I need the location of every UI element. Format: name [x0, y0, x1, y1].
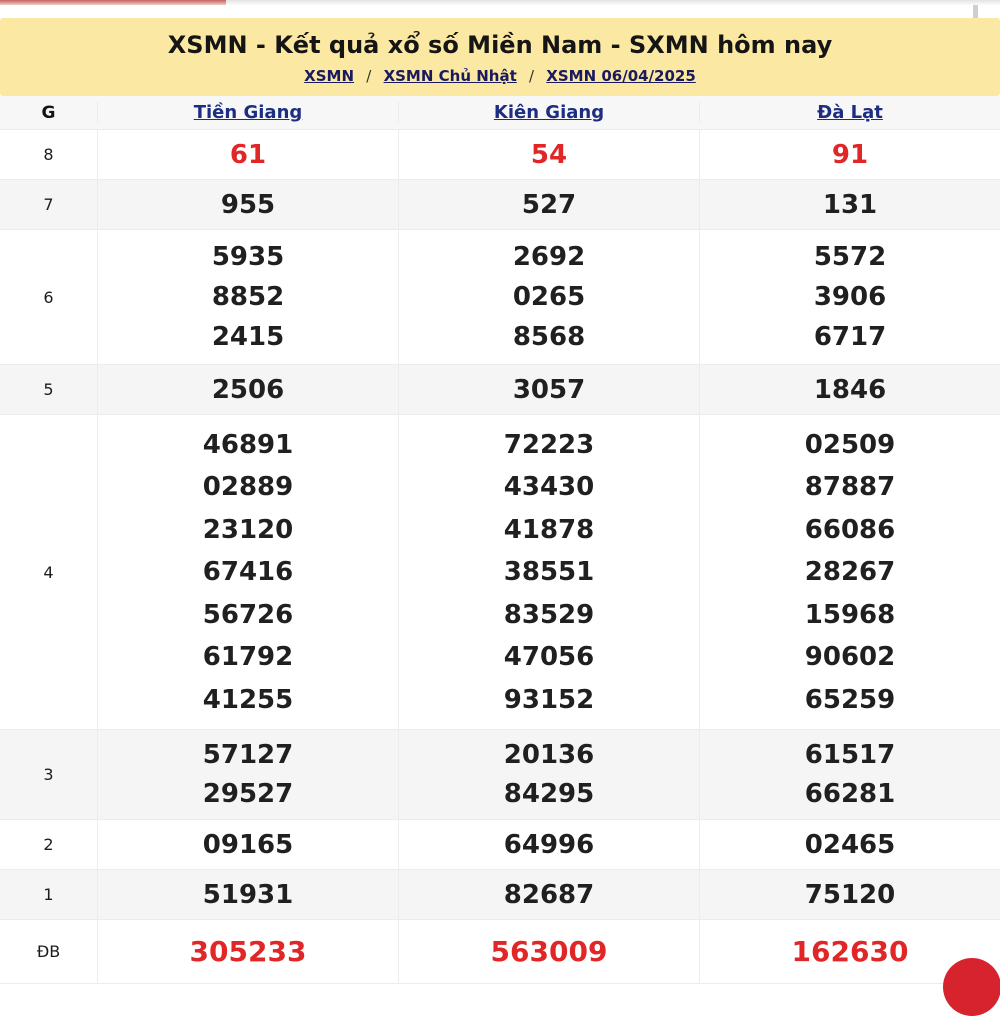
result-number: 29527	[202, 778, 294, 809]
result-number: 91	[831, 139, 869, 170]
result-number: 28267	[804, 557, 896, 587]
result-number: 41255	[202, 684, 294, 715]
result-cell	[398, 870, 699, 919]
top-strip-red-segment	[0, 0, 226, 5]
breadcrumb	[0, 67, 1000, 85]
result-number: 15968	[804, 599, 896, 630]
result-cell	[398, 415, 699, 729]
prize-row-3	[0, 730, 1000, 820]
result-number: 02889	[202, 472, 294, 502]
prize-label: 5	[43, 380, 54, 399]
prize-row-4	[0, 415, 1000, 730]
result-number: 65259	[804, 684, 896, 715]
result-number: 162630	[791, 934, 909, 968]
result-cell	[97, 730, 398, 819]
prize-row-6	[0, 230, 1000, 365]
result-number: 20136	[503, 740, 595, 771]
result-number: 72223	[503, 429, 595, 460]
result-number: 8568	[512, 322, 586, 352]
result-number: 93152	[503, 684, 595, 715]
result-cell	[97, 920, 398, 983]
result-number: 5935	[211, 242, 285, 272]
result-number: 2506	[211, 374, 285, 405]
prize-row-7	[0, 180, 1000, 230]
result-cell	[398, 365, 699, 414]
column-header-tien-giang[interactable]: Tiền Giang	[97, 102, 398, 123]
results-table-body	[0, 130, 1000, 984]
result-number: 09165	[202, 829, 294, 860]
result-cell	[97, 365, 398, 414]
prize-row-5	[0, 365, 1000, 415]
result-number: 56726	[202, 599, 294, 630]
result-number: 3057	[512, 374, 586, 405]
result-number: 83529	[503, 599, 595, 630]
prize-label: 4	[43, 562, 54, 582]
prize-row-1	[0, 870, 1000, 920]
result-cell	[699, 730, 1000, 819]
result-number: 2692	[512, 242, 586, 272]
result-cell	[97, 820, 398, 869]
result-cell	[97, 180, 398, 229]
result-number: 67416	[202, 557, 294, 587]
result-number: 54	[530, 139, 568, 170]
result-number: 02465	[804, 829, 896, 860]
result-number: 0265	[512, 282, 586, 312]
top-strip	[0, 0, 1000, 18]
result-number: 38551	[503, 557, 595, 587]
breadcrumb-link-xsmn[interactable]: XSMN	[304, 67, 355, 85]
result-cell	[699, 230, 1000, 364]
top-strip-gray-segment	[226, 0, 1000, 5]
result-cell	[398, 920, 699, 983]
result-number: 64996	[503, 829, 595, 860]
result-number: 61792	[202, 642, 294, 672]
result-number: 1846	[813, 374, 887, 405]
result-cell	[699, 415, 1000, 729]
result-cell	[699, 130, 1000, 179]
result-cell	[97, 415, 398, 729]
prize-label: 3	[43, 765, 54, 784]
result-cell	[97, 230, 398, 364]
column-header-da-lat[interactable]: Đà Lạt	[699, 102, 1000, 123]
scrollbar-fragment[interactable]	[973, 5, 978, 18]
result-number: 75120	[804, 879, 896, 910]
prize-label: 2	[43, 835, 54, 854]
result-number: 955	[220, 189, 276, 220]
prize-label: 7	[43, 195, 54, 214]
result-cell	[699, 180, 1000, 229]
results-table-header	[0, 96, 1000, 130]
column-header-kien-giang[interactable]: Kiên Giang	[398, 102, 699, 123]
result-number: 90602	[804, 642, 896, 672]
page-title: XSMN - Kết quả xổ số Miền Nam - SXMN hôm nay	[167, 31, 833, 59]
prize-label: 8	[43, 145, 54, 164]
result-number: 47056	[503, 642, 595, 672]
header-banner	[0, 18, 1000, 96]
prize-label: 6	[43, 287, 54, 307]
result-number: 02509	[804, 429, 896, 460]
result-number: 84295	[503, 778, 595, 809]
prize-row-8	[0, 130, 1000, 180]
prize-row-2	[0, 820, 1000, 870]
prize-label: 1	[43, 885, 54, 904]
result-cell	[398, 230, 699, 364]
results-table	[0, 96, 1000, 984]
result-number: 66281	[804, 778, 896, 809]
prize-row-ĐB	[0, 920, 1000, 984]
result-number: 563009	[490, 934, 608, 968]
result-cell	[699, 820, 1000, 869]
result-number: 41878	[503, 514, 595, 545]
result-number: 51931	[202, 879, 294, 910]
result-number: 5572	[813, 242, 887, 272]
result-number: 43430	[503, 472, 595, 502]
result-cell	[699, 870, 1000, 919]
result-number: 527	[521, 189, 577, 220]
result-cell	[97, 130, 398, 179]
result-number: 3906	[813, 282, 887, 312]
breadcrumb-link-xsmn-date[interactable]: XSMN 06/04/2025	[546, 67, 696, 85]
result-number: 87887	[804, 472, 896, 502]
result-number: 61517	[804, 740, 896, 771]
result-cell	[398, 820, 699, 869]
result-cell	[699, 365, 1000, 414]
floating-action-button[interactable]	[943, 958, 1000, 1016]
result-number: 66086	[804, 514, 896, 545]
result-number: 57127	[202, 740, 294, 771]
result-number: 46891	[202, 429, 294, 460]
result-cell	[398, 730, 699, 819]
result-number: 6717	[813, 322, 887, 352]
breadcrumb-separator: /	[366, 67, 372, 85]
result-number: 82687	[503, 879, 595, 910]
result-number: 23120	[202, 514, 294, 545]
breadcrumb-separator: /	[528, 67, 535, 85]
breadcrumb-link-xsmn-chu-nhat[interactable]: XSMN Chủ Nhật	[383, 67, 517, 85]
result-cell	[97, 870, 398, 919]
result-number: 2415	[211, 322, 285, 352]
result-number: 61	[229, 139, 267, 170]
prize-label: ĐB	[36, 942, 61, 961]
result-cell	[398, 130, 699, 179]
prize-column-header: G	[41, 102, 56, 123]
result-number: 305233	[189, 934, 307, 968]
result-number: 8852	[211, 282, 285, 312]
result-number: 131	[822, 189, 878, 220]
result-cell	[398, 180, 699, 229]
